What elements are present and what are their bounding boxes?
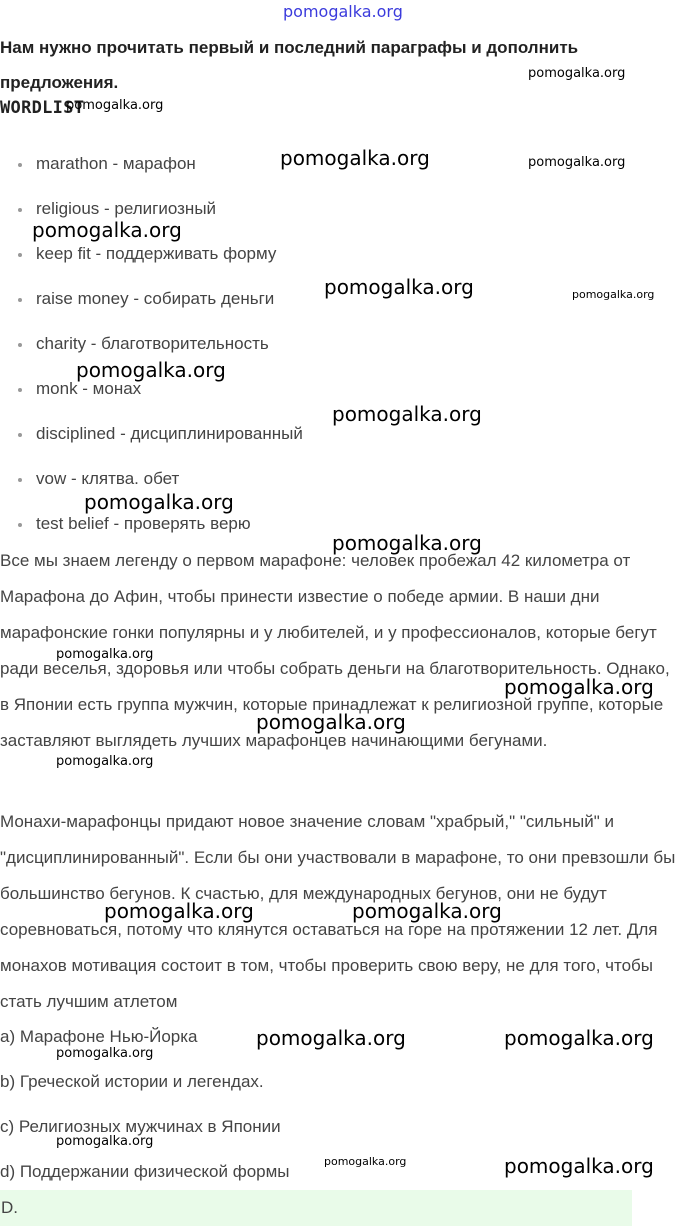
watermark: pomogalka.org bbox=[572, 288, 655, 301]
watermark: pomogalka.org bbox=[324, 275, 474, 299]
list-item: keep fit - поддерживать форму bbox=[18, 239, 303, 284]
list-item: religious - религиозный bbox=[18, 194, 303, 239]
watermark: pomogalka.org bbox=[76, 358, 226, 382]
answer-box: D. bbox=[0, 1190, 632, 1226]
watermark: pomogalka.org bbox=[256, 1026, 406, 1050]
watermark: pomogalka.org bbox=[332, 531, 482, 555]
watermark: pomogalka.org bbox=[56, 754, 154, 769]
watermark: pomogalka.org bbox=[104, 899, 254, 923]
option-b: b) Греческой истории и легендах. bbox=[0, 1072, 264, 1091]
watermark: pomogalka.org bbox=[324, 1155, 407, 1168]
watermark: pomogalka.org bbox=[56, 647, 154, 662]
list-item: disciplined - дисциплинированный bbox=[18, 419, 303, 464]
option-d: d) Поддержании физической формы bbox=[0, 1162, 290, 1181]
watermark: pomogalka.org bbox=[84, 490, 234, 514]
option-c: c) Религиозных мужчинах в Японии bbox=[0, 1117, 281, 1136]
watermark-top: pomogalka.org bbox=[283, 2, 403, 21]
watermark: pomogalka.org bbox=[504, 675, 654, 699]
watermark: pomogalka.org bbox=[280, 146, 430, 170]
list-item: charity - благотворительность bbox=[18, 329, 303, 374]
watermark: pomogalka.org bbox=[56, 1134, 154, 1149]
watermark: pomogalka.org bbox=[66, 98, 164, 113]
list-item: test belief - проверять верю bbox=[18, 509, 303, 554]
paragraph-first: Все мы знаем легенду о первом марафоне: человек пробежал 42 километра от Марафона до Афин, чтобы принести известие о победе армии. В наши дни марафонские гонки популярны и у любителей, и у профессионалов, которые бегут ради веселья, здоровья или чтобы собрать деньги на благотворительность. Однако, в Японии есть группа мужчин, которые принадлежат к религиозной группе, которые заставляют выглядеть лучших марафонцев начинающими бегунами. bbox=[0, 551, 670, 750]
watermark: pomogalka.org bbox=[528, 66, 626, 81]
option-a: a) Марафоне Нью-Йорка bbox=[0, 1027, 198, 1046]
watermark: pomogalka.org bbox=[504, 1026, 654, 1050]
watermark: pomogalka.org bbox=[56, 1046, 154, 1061]
list-item: monk - монах bbox=[18, 374, 303, 419]
task-text: Нам нужно прочитать первый и последний параграфы и дополнить предложения. bbox=[0, 38, 579, 92]
watermark: pomogalka.org bbox=[332, 402, 482, 426]
wordlist-heading: WORDLIST bbox=[0, 98, 85, 118]
paragraph-last: Монахи-марафонцы придают новое значение словам "храбрый," "сильный" и "дисциплинированный". Если бы они участвовали в марафоне, то они превзошли бы большинство бегунов. К счастью, для международных бегунов, они не будут соревноваться, потому что клянутся оставаться на горе на протяжении 12 лет. Для монахов мотивация состоит в том, чтобы проверить свою веру, не для того, чтобы стать лучшим атлетом bbox=[0, 812, 676, 1011]
list-item: raise money - собирать деньги bbox=[18, 284, 303, 329]
watermark: pomogalka.org bbox=[352, 899, 502, 923]
list-item: vow - клятва. обет bbox=[18, 464, 303, 509]
watermark: pomogalka.org bbox=[504, 1154, 654, 1178]
watermark: pomogalka.org bbox=[256, 710, 406, 734]
list-item: marathon - марафон bbox=[18, 149, 303, 194]
watermark: pomogalka.org bbox=[528, 155, 626, 170]
watermark: pomogalka.org bbox=[32, 218, 182, 242]
